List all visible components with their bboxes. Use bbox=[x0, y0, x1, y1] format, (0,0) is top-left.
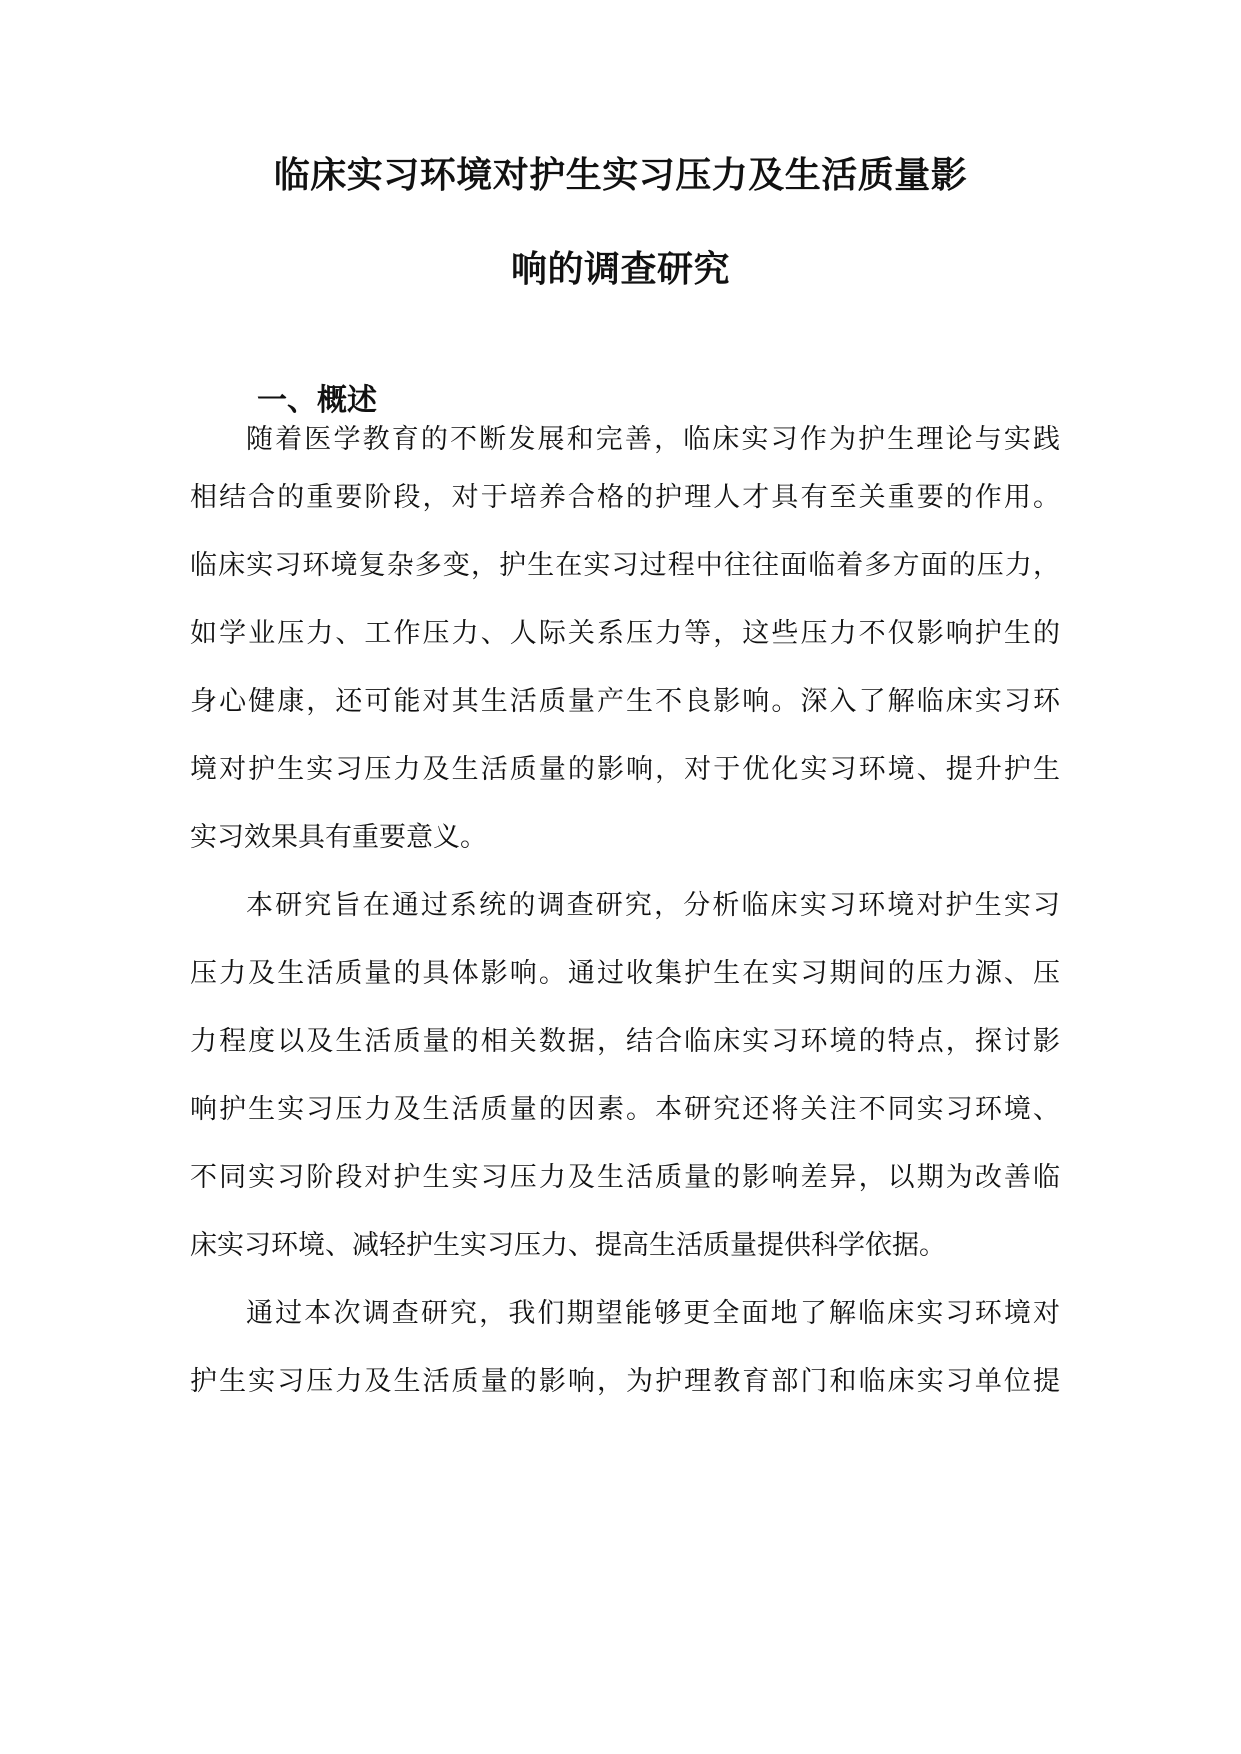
paragraph-1-line-3: 临床实习环境复杂多变，护生在实习过程中往往面临着多方面的压力， bbox=[190, 550, 1060, 581]
paragraph-3-line-2: 护生实习压力及生活质量的影响，为护理教育部门和临床实习单位提 bbox=[190, 1366, 1060, 1397]
document-title-line-1: 临床实习环境对护生实习压力及生活质量影 bbox=[273, 155, 968, 196]
paragraph-2-line-3: 力程度以及生活质量的相关数据，结合临床实习环境的特点，探讨影 bbox=[190, 1026, 1060, 1057]
section-heading: 一、概述 bbox=[257, 383, 377, 418]
paragraph-2-line-2: 压力及生活质量的具体影响。通过收集护生在实习期间的压力源、压 bbox=[190, 958, 1060, 989]
document-title-line-2: 响的调查研究 bbox=[510, 249, 730, 290]
paragraph-1-line-7: 实习效果具有重要意义。 bbox=[190, 822, 487, 853]
paragraph-1-line-1: 随着医学教育的不断发展和完善，临床实习作为护生理论与实践 bbox=[246, 424, 1060, 455]
paragraph-1-line-2: 相结合的重要阶段，对于培养合格的护理人才具有至关重要的作用。 bbox=[190, 482, 1060, 513]
paragraph-1-line-4: 如学业压力、工作压力、人际关系压力等，这些压力不仅影响护生的 bbox=[190, 618, 1060, 649]
paragraph-2-line-5: 不同实习阶段对护生实习压力及生活质量的影响差异，以期为改善临 bbox=[190, 1162, 1060, 1193]
paragraph-2-line-6: 床实习环境、减轻护生实习压力、提高生活质量提供科学依据。 bbox=[190, 1230, 946, 1261]
paragraph-3-line-1: 通过本次调查研究，我们期望能够更全面地了解临床实习环境对 bbox=[246, 1298, 1060, 1329]
paragraph-1-line-5: 身心健康，还可能对其生活质量产生不良影响。深入了解临床实习环 bbox=[190, 686, 1060, 717]
paragraph-2-line-1: 本研究旨在通过系统的调查研究，分析临床实习环境对护生实习 bbox=[246, 890, 1060, 921]
paragraph-1-line-6: 境对护生实习压力及生活质量的影响，对于优化实习环境、提升护生 bbox=[190, 754, 1060, 785]
paragraph-2-line-4: 响护生实习压力及生活质量的因素。本研究还将关注不同实习环境、 bbox=[190, 1094, 1060, 1125]
